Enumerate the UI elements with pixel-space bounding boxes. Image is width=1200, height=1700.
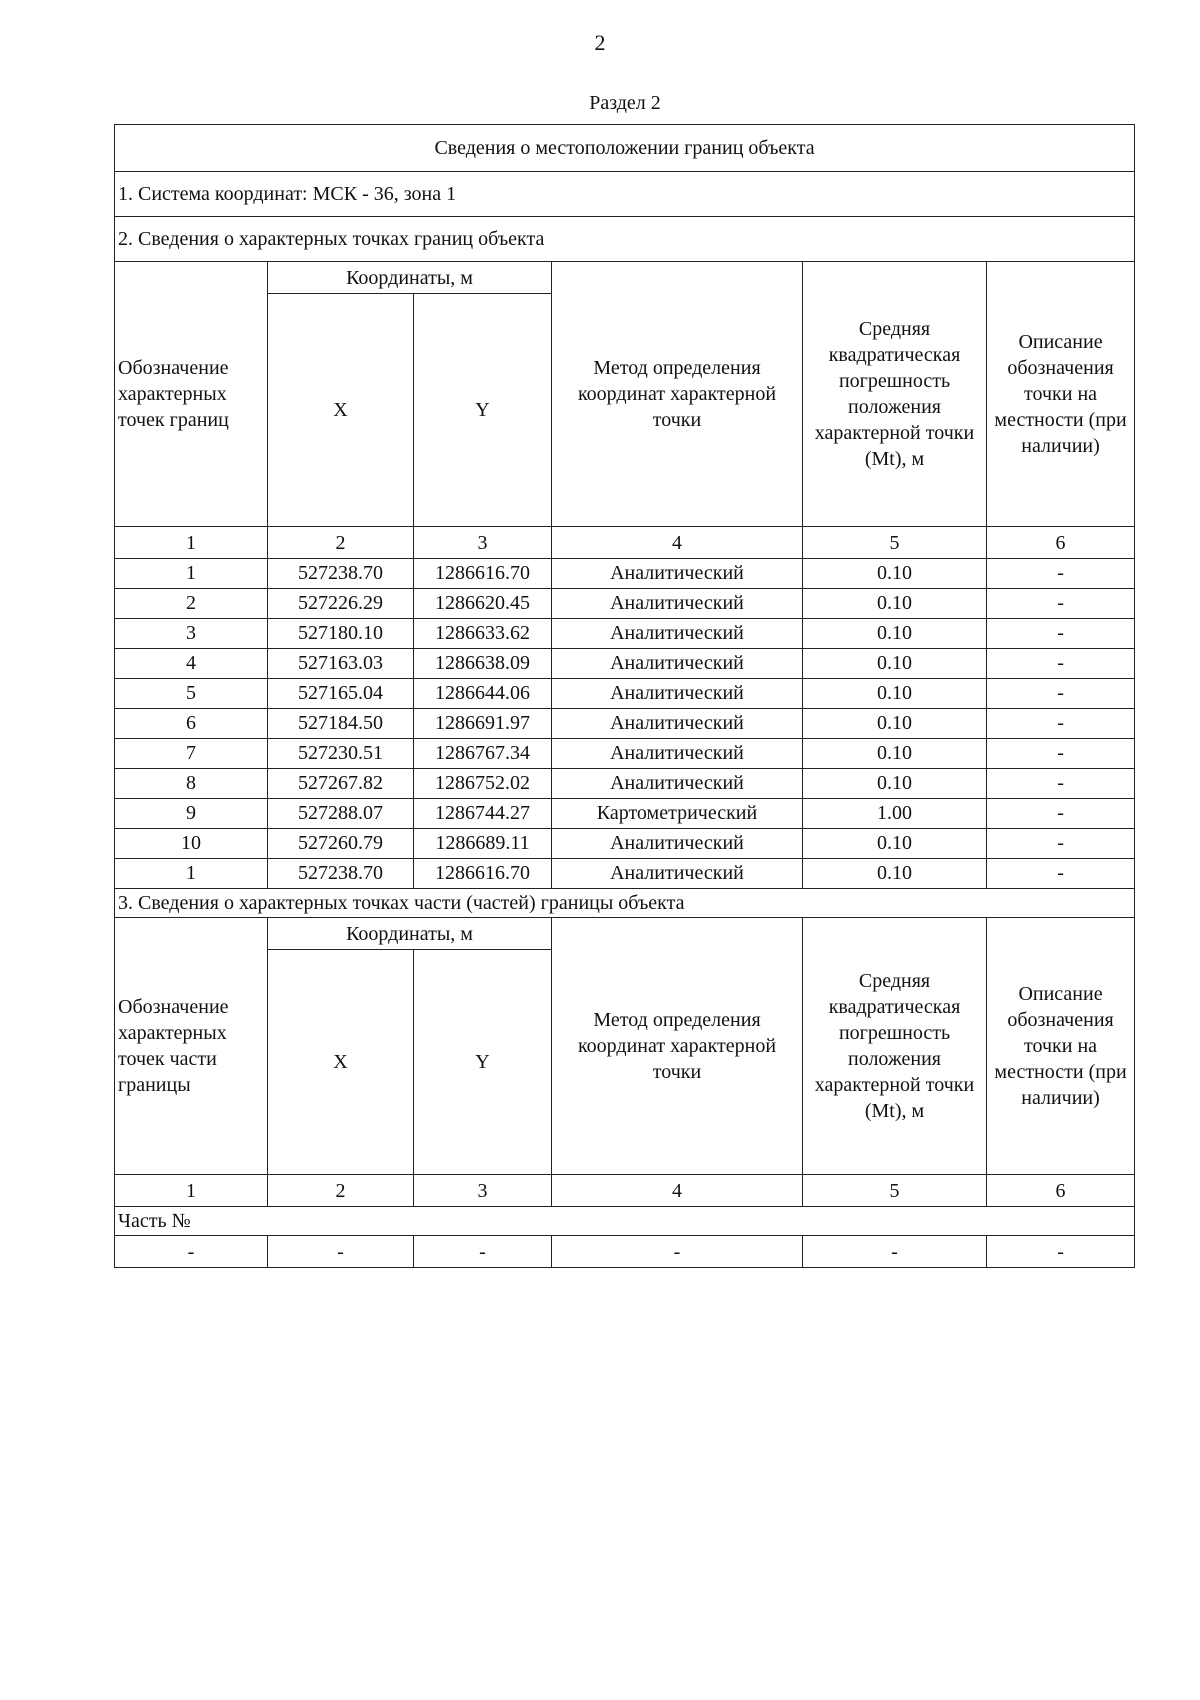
subsection-2-title: 2. Сведения о характерных точках границ объекта	[115, 217, 1135, 262]
table-row	[115, 679, 1135, 709]
cell-mt: 0.10	[803, 559, 987, 589]
table-title: Сведения о местоположении границ объекта	[115, 125, 1135, 172]
cell-desc: -	[987, 619, 1135, 649]
cell-y: 1286744.27	[414, 799, 552, 829]
column-number-6: 6	[987, 527, 1135, 559]
cell-method: Аналитический	[552, 649, 803, 679]
cell-mt: 0.10	[803, 619, 987, 649]
cell-n: 6	[115, 709, 268, 739]
cell-x: 527180.10	[268, 619, 414, 649]
cell-mt: 0.10	[803, 859, 987, 889]
column-numbers-row	[115, 527, 1135, 559]
header-coords: Координаты, м	[268, 262, 552, 294]
cell-method: Аналитический	[552, 829, 803, 859]
column-number-6: 6	[987, 1175, 1135, 1207]
column-number-5: 5	[803, 527, 987, 559]
cell-x: 527238.70	[268, 559, 414, 589]
column-number-2: 2	[268, 527, 414, 559]
cell-mt: 0.10	[803, 769, 987, 799]
cell-method: Аналитический	[552, 679, 803, 709]
cell-n: 5	[115, 679, 268, 709]
header-coords: Координаты, м	[268, 918, 552, 950]
cell-y: 1286620.45	[414, 589, 552, 619]
cell-desc: -	[987, 709, 1135, 739]
column-number-5: 5	[803, 1175, 987, 1207]
cell-x: 527226.29	[268, 589, 414, 619]
cell-desc: -	[987, 559, 1135, 589]
header-description: Описание обозначения точки на местности (при наличии)	[987, 262, 1135, 527]
header-x: X	[268, 294, 414, 527]
column-number-3: 3	[414, 1175, 552, 1207]
table-row	[115, 799, 1135, 829]
cell-x: 527165.04	[268, 679, 414, 709]
cell-x: 527260.79	[268, 829, 414, 859]
cell-n: 7	[115, 739, 268, 769]
cell-desc: -	[987, 679, 1135, 709]
cell-desc: -	[987, 739, 1135, 769]
cell-y: 1286767.34	[414, 739, 552, 769]
table-row	[115, 739, 1135, 769]
cell-x: 527230.51	[268, 739, 414, 769]
subsection-3-row	[115, 889, 1135, 918]
column-number-4: 4	[552, 1175, 803, 1207]
boundary-table	[114, 124, 1135, 1268]
header-error: Средняя квадратическая погрешность положения характерной точки (Mt), м	[803, 262, 987, 527]
cell-n: 2	[115, 589, 268, 619]
cell-mt: 0.10	[803, 649, 987, 679]
cell-n: 10	[115, 829, 268, 859]
table-row	[115, 1236, 1135, 1268]
page-number: 2	[594, 30, 606, 55]
cell-method: Аналитический	[552, 709, 803, 739]
cell-y: 1286633.62	[414, 619, 552, 649]
cell-y: 1286616.70	[414, 859, 552, 889]
section-title: Раздел 2	[589, 92, 661, 114]
part-cell: -	[414, 1236, 552, 1268]
subsection-3-title: 3. Сведения о характерных точках части (частей) границы объекта	[115, 889, 1135, 918]
table-row	[115, 649, 1135, 679]
cell-method: Аналитический	[552, 559, 803, 589]
cell-y: 1286752.02	[414, 769, 552, 799]
cell-method: Картометрический	[552, 799, 803, 829]
table-row	[115, 709, 1135, 739]
header-point-designation-part: Обозначение характерных точек части границы	[115, 918, 268, 1175]
table-row	[115, 829, 1135, 859]
cell-n: 1	[115, 559, 268, 589]
table-row	[115, 859, 1135, 889]
cell-n: 8	[115, 769, 268, 799]
cell-x: 527163.03	[268, 649, 414, 679]
cell-x: 527267.82	[268, 769, 414, 799]
header-y: Y	[414, 950, 552, 1175]
cell-n: 1	[115, 859, 268, 889]
cell-method: Аналитический	[552, 769, 803, 799]
cell-method: Аналитический	[552, 859, 803, 889]
part-label-row	[115, 1207, 1135, 1236]
coord-system: 1. Система координат: МСК - 36, зона 1	[115, 172, 1135, 217]
table-row	[115, 559, 1135, 589]
cell-desc: -	[987, 769, 1135, 799]
column-numbers-row	[115, 1175, 1135, 1207]
cell-n: 9	[115, 799, 268, 829]
cell-x: 527238.70	[268, 859, 414, 889]
cell-y: 1286638.09	[414, 649, 552, 679]
part-header-row	[115, 918, 1135, 950]
cell-method: Аналитический	[552, 589, 803, 619]
column-number-4: 4	[552, 527, 803, 559]
cell-mt: 0.10	[803, 709, 987, 739]
table-row	[115, 619, 1135, 649]
part-label: Часть №	[115, 1207, 1135, 1236]
table-row	[115, 589, 1135, 619]
cell-method: Аналитический	[552, 619, 803, 649]
cell-desc: -	[987, 799, 1135, 829]
part-cell: -	[987, 1236, 1135, 1268]
cell-mt: 0.10	[803, 589, 987, 619]
cell-n: 4	[115, 649, 268, 679]
cell-desc: -	[987, 859, 1135, 889]
header-method: Метод определения координат характерной точки	[552, 262, 803, 527]
cell-n: 3	[115, 619, 268, 649]
column-number-1: 1	[115, 527, 268, 559]
header-y: Y	[414, 294, 552, 527]
cell-y: 1286689.11	[414, 829, 552, 859]
part-cell: -	[115, 1236, 268, 1268]
cell-desc: -	[987, 589, 1135, 619]
cell-x: 527288.07	[268, 799, 414, 829]
column-number-1: 1	[115, 1175, 268, 1207]
part-cell: -	[552, 1236, 803, 1268]
cell-mt: 0.10	[803, 829, 987, 859]
column-number-2: 2	[268, 1175, 414, 1207]
cell-mt: 0.10	[803, 679, 987, 709]
cell-mt: 1.00	[803, 799, 987, 829]
cell-method: Аналитический	[552, 739, 803, 769]
cell-y: 1286616.70	[414, 559, 552, 589]
header-point-designation: Обозначение характерных точек границ	[115, 262, 268, 527]
cell-desc: -	[987, 649, 1135, 679]
column-number-3: 3	[414, 527, 552, 559]
header-error: Средняя квадратическая погрешность положения характерной точки (Mt), м	[803, 918, 987, 1175]
part-cell: -	[803, 1236, 987, 1268]
cell-y: 1286691.97	[414, 709, 552, 739]
cell-y: 1286644.06	[414, 679, 552, 709]
table-row	[115, 769, 1135, 799]
cell-x: 527184.50	[268, 709, 414, 739]
part-cell: -	[268, 1236, 414, 1268]
header-x: X	[268, 950, 414, 1175]
header-method: Метод определения координат характерной точки	[552, 918, 803, 1175]
header-description: Описание обозначения точки на местности (при наличии)	[987, 918, 1135, 1175]
cell-mt: 0.10	[803, 739, 987, 769]
cell-desc: -	[987, 829, 1135, 859]
